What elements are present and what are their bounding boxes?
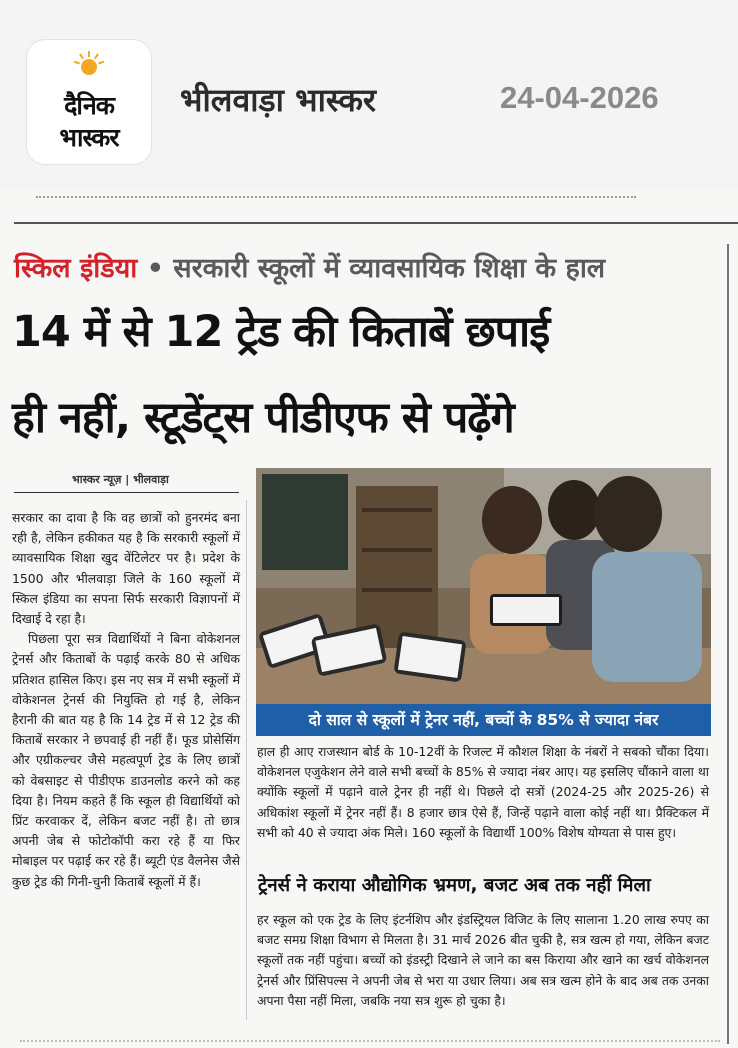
byline: भास्कर न्यूज़ | भीलवाड़ा <box>72 473 169 486</box>
subheading: ट्रेनर्स ने कराया औद्योगिक भ्रमण, बजट अब तक नहीं मिला <box>258 875 651 896</box>
column-divider <box>246 500 247 1020</box>
app-header <box>0 0 738 190</box>
dainik-bhaskar-logo[interactable] <box>27 40 151 164</box>
byline-rule <box>14 492 239 493</box>
logo-text-line2: भास्कर <box>59 123 119 152</box>
headline-line-2: ही नहीं, स्टूडेंट्स पीडीएफ से पढ़ेंगे <box>12 393 514 443</box>
cut-off-text-line <box>20 1040 720 1048</box>
edition-date: 24-04-2026 <box>500 80 659 115</box>
kicker-label: स्किल इंडिया <box>14 253 138 284</box>
paragraph: पिछला पूरा सत्र विद्यार्थियों ने बिना वोकेशनल ट्रेनर्स और किताबों के पढ़ाई करके 80 से अधिक प्रतिशत हासिल किए। इस नए सत्र में सभी स्कूलों में वोकेशनल ट्रेनर्स की नियुक्ति हो गई है, लेकिन हैरानी की बात यह है कि 14 ट्रेड में से 12 ट्रेड की किताबें सरकार ने छपवाई ही नहीं हैं। फूड प्रोसेसिंग और एग्रीकल्चर जैसे महत्वपूर्ण ट्रेड के लिए छात्रों को वेबसाइट से पीडीएफ डाउनलोड करने को कह दिया है। नियम कहते हैं कि स्कूल ही विद्यार्थियों को प्रिंट करवाकर दें, लेकिन बजट नहीं है। तो छात्र अपनी जेब से फोटोकॉपी करा रहे हैं या फिर मोबाइल पर पढ़ाई कर रहे हैं। ब्यूटी एंड वैलनेस जैसे कुछ ट्रेड की गिनी-चुनी किताबें स्कूलों में हैं। <box>12 631 240 889</box>
left-column <box>12 508 240 892</box>
paragraph: हर स्कूल को एक ट्रेड के लिए इंटर्नशिप और इंडस्ट्रियल विजिट के लिए सालाना 1.20 लाख रुपए का बजट समग्र शिक्षा विभाग से मिलता है। 31 मार्च 2026 बीत चुकी है, सत्र खत्म हो गया, लेकिन बजट स्कूलों तक नहीं पहुंचा। बच्चों को इंडस्ट्री दिखाने ले जाने का बस किराया और खाने का खर्च वोकेशनल ट्रेनर्स और प्रिंसिपल्स ने अपनी जेब से भरा या उधार लिया। अब सत्र खत्म होने के बाद अब तक उनका अपना पैसा नहीं मिला, जबकि नया सत्र शुरू हो चुका है। <box>257 912 709 1008</box>
sun-icon <box>74 50 104 80</box>
paragraph: हाल ही आए राजस्थान बोर्ड के 10-12वीं के रिजल्ट में कौशल शिक्षा के नंबरों ने सबको चौंका दिया। वोकेशनल एजुकेशन लेने वाले सभी बच्चों के 85% से ज्यादा नंबर आए। यह इसलिए चौंकाने वाला था क्योंकि स्कूलों में पढ़ाने वाले ट्रेनर ही नहीं थे। पिछले दो सत्रों (2024-25 और 2025-26) से अधिकांश स्कूलों में ट्रेनर नहीं हैं। 8 हजार छात्र ऐसे हैं, जिन्हें पढ़ाने वाला कोई नहीं था। प्रैक्टिकल में सभी को 40 से ज्यादा अंक मिले। 160 स्कूलों के विद्यार्थी 100% विशेष योग्यता से पास हुए। <box>257 744 709 840</box>
photo-caption: दो साल से स्कूलों में ट्रेनर नहीं, बच्चों के 85% से ज्यादा नंबर <box>256 704 711 736</box>
right-column-rule <box>727 244 729 1044</box>
article-photo <box>256 468 711 704</box>
kicker-topic: • सरकारी स्कूलों में व्यावसायिक शिक्षा के हाल <box>146 253 606 284</box>
top-rule <box>14 222 738 224</box>
headline-line-1: 14 में से 12 ट्रेड की किताबें छपाई <box>12 307 550 357</box>
paragraph: सरकार का दावा है कि वह छात्रों को हुनरमंद बना रही है, लेकिन हकीकत यह है कि सरकारी स्कूलों में व्यावसायिक शिक्षा खुद वेंटिलेटर पर है। प्रदेश के 1500 और भीलवाड़ा जिले के 160 स्कूलों में स्किल इंडिया का सपना सिर्फ सरकारी विज्ञापनों में दिखाई दे रहा है। <box>12 510 240 627</box>
logo-text-line1: दैनिक <box>64 91 114 120</box>
edition-title: भीलवाड़ा भास्कर <box>180 81 377 119</box>
students-with-phones-illustration <box>256 468 711 704</box>
kicker <box>14 248 605 285</box>
cut-off-text-line <box>36 196 636 208</box>
